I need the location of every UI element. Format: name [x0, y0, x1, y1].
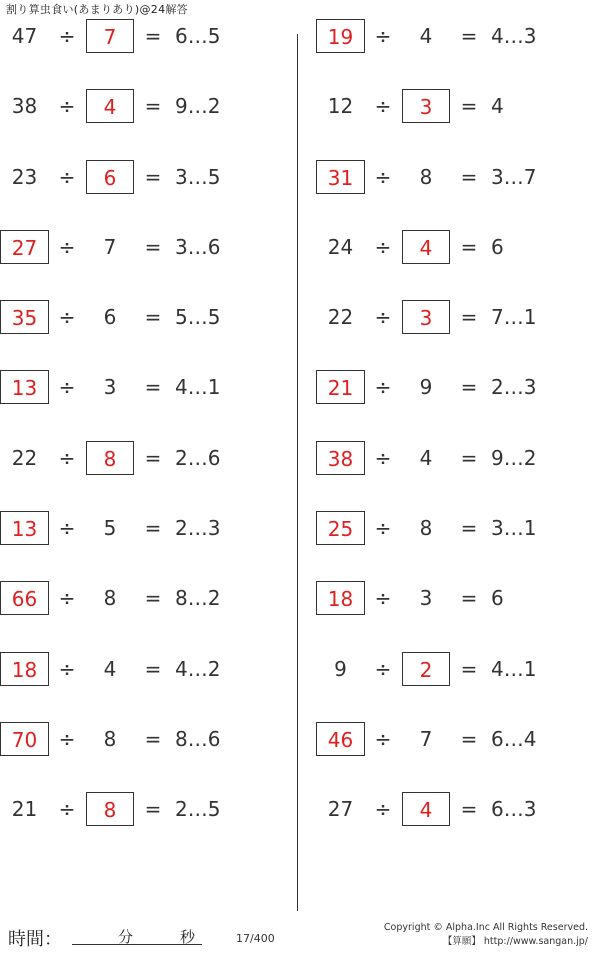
problem-row: [316, 792, 600, 862]
problem-row: [0, 230, 295, 300]
equals-sign: =: [144, 375, 162, 400]
dividend: 24: [327, 234, 354, 259]
quotient-remainder: 6: [491, 586, 504, 611]
divisor: 8: [103, 586, 117, 611]
divide-sign: ÷: [374, 234, 392, 259]
dividend-answer-box: 18: [316, 581, 365, 615]
divide-sign: ÷: [58, 24, 76, 48]
divide-sign: ÷: [374, 445, 392, 470]
problem-row: [316, 652, 600, 722]
dividend: 23: [11, 164, 38, 189]
equals-sign: =: [144, 234, 162, 259]
quotient-remainder: 8…6: [175, 726, 221, 751]
problem-row: [0, 19, 295, 89]
quotient-remainder: 6…4: [491, 726, 537, 751]
quotient-remainder: 9…2: [491, 445, 537, 470]
equals-sign: =: [460, 234, 478, 259]
divisor: 4: [419, 445, 433, 470]
dividend-answer-box: 35: [0, 300, 49, 334]
quotient-remainder: 2…5: [175, 797, 221, 822]
quotient-remainder: 4: [491, 94, 504, 119]
divide-sign: ÷: [58, 305, 76, 330]
divide-sign: ÷: [58, 516, 76, 541]
equals-sign: =: [460, 305, 478, 330]
dividend: 21: [11, 797, 38, 822]
quotient-remainder: 3…6: [175, 234, 221, 259]
divisor: 3: [103, 375, 117, 400]
quotient-remainder: 2…3: [175, 516, 221, 541]
divisor: 5: [103, 516, 117, 541]
dividend: 9: [334, 656, 347, 681]
left-problem-column: [0, 19, 295, 863]
divide-sign: ÷: [374, 516, 392, 541]
problem-row: [0, 581, 295, 651]
problem-row: [0, 89, 295, 159]
divide-sign: ÷: [58, 586, 76, 611]
divide-sign: ÷: [374, 375, 392, 400]
divisor: 4: [103, 656, 117, 681]
equals-sign: =: [144, 656, 162, 681]
problem-row: [316, 160, 600, 230]
copyright-notice: [384, 921, 588, 949]
quotient-remainder: 4…1: [175, 375, 221, 400]
problem-row: [0, 441, 295, 511]
problem-row: [316, 19, 600, 89]
divisor-answer-box: 4: [402, 230, 450, 264]
problem-row: [316, 230, 600, 300]
quotient-remainder: 2…6: [175, 445, 221, 470]
dividend-answer-box: 18: [0, 652, 49, 686]
divisor-answer-box: 8: [86, 441, 134, 475]
divide-sign: ÷: [58, 234, 76, 259]
problem-row: [316, 370, 600, 440]
dividend: 38: [11, 94, 38, 119]
page-number: 17/400: [236, 932, 275, 945]
minutes-label: 分: [118, 928, 134, 946]
dividend: 22: [11, 445, 38, 470]
divide-sign: ÷: [58, 726, 76, 751]
divide-sign: ÷: [374, 726, 392, 751]
equals-sign: =: [144, 586, 162, 611]
divisor: 7: [419, 726, 433, 751]
dividend: 27: [327, 797, 354, 822]
problem-row: [316, 581, 600, 651]
dividend-answer-box: 27: [0, 230, 49, 264]
quotient-remainder: 8…2: [175, 586, 221, 611]
divisor-answer-box: 3: [402, 300, 450, 334]
divisor: 8: [419, 164, 433, 189]
dividend-answer-box: 38: [316, 441, 365, 475]
quotient-remainder: 9…2: [175, 94, 221, 119]
time-label: 時間：: [8, 929, 62, 950]
dividend-answer-box: 31: [316, 160, 365, 194]
divisor-answer-box: 2: [402, 652, 450, 686]
problem-row: [316, 722, 600, 792]
dividend-answer-box: 66: [0, 581, 49, 615]
divide-sign: ÷: [58, 797, 76, 822]
equals-sign: =: [144, 24, 162, 48]
divisor: 3: [419, 586, 433, 611]
equals-sign: =: [144, 726, 162, 751]
divisor: 8: [419, 516, 433, 541]
problem-row: [316, 511, 600, 581]
divisor-answer-box: 3: [402, 89, 450, 123]
equals-sign: =: [144, 164, 162, 189]
equals-sign: =: [460, 656, 478, 681]
divisor: 4: [419, 24, 433, 48]
equals-sign: =: [460, 164, 478, 189]
equals-sign: =: [460, 375, 478, 400]
divide-sign: ÷: [58, 445, 76, 470]
divisor: 8: [103, 726, 117, 751]
divide-sign: ÷: [374, 797, 392, 822]
quotient-remainder: 2…3: [491, 375, 537, 400]
problem-row: [316, 89, 600, 159]
problem-row: [0, 511, 295, 581]
problem-row: [0, 722, 295, 792]
copyright-line: Copyright © Alpha.Inc All Rights Reserved.: [383, 922, 588, 933]
quotient-remainder: 6: [491, 234, 504, 259]
problem-row: [316, 300, 600, 370]
equals-sign: =: [144, 94, 162, 119]
quotient-remainder: 7…1: [491, 305, 537, 330]
divisor-answer-box: 4: [402, 792, 450, 826]
dividend: 22: [327, 305, 354, 330]
equals-sign: =: [144, 445, 162, 470]
divide-sign: ÷: [374, 305, 392, 330]
divisor-answer-box: 8: [86, 792, 134, 826]
quotient-remainder: 4…1: [491, 656, 537, 681]
equals-sign: =: [460, 586, 478, 611]
dividend-answer-box: 13: [0, 511, 49, 545]
divisor: 9: [419, 375, 433, 400]
dividend: 47: [11, 24, 38, 48]
right-problem-column: [316, 19, 600, 863]
equals-sign: =: [460, 726, 478, 751]
quotient-remainder: 6…5: [175, 24, 221, 48]
divisor-answer-box: 4: [86, 89, 134, 123]
quotient-remainder: 3…7: [491, 164, 537, 189]
divide-sign: ÷: [374, 164, 392, 189]
divisor-answer-box: 6: [86, 160, 134, 194]
seconds-label: 秒: [180, 928, 196, 946]
divide-sign: ÷: [374, 656, 392, 681]
equals-sign: =: [460, 24, 478, 48]
divide-sign: ÷: [58, 94, 76, 119]
equals-sign: =: [460, 797, 478, 822]
problem-row: [0, 160, 295, 230]
divide-sign: ÷: [58, 375, 76, 400]
column-divider: [297, 34, 298, 911]
divide-sign: ÷: [374, 586, 392, 611]
divisor-answer-box: 7: [86, 19, 134, 53]
dividend-answer-box: 46: [316, 722, 365, 756]
dividend-answer-box: 70: [0, 722, 49, 756]
quotient-remainder: 3…5: [175, 164, 221, 189]
dividend-answer-box: 13: [0, 370, 49, 404]
equals-sign: =: [144, 516, 162, 541]
equals-sign: =: [144, 305, 162, 330]
dividend-answer-box: 19: [316, 19, 365, 53]
problem-row: [0, 652, 295, 722]
divide-sign: ÷: [58, 164, 76, 189]
problem-row: [316, 441, 600, 511]
divide-sign: ÷: [374, 94, 392, 119]
equals-sign: =: [460, 516, 478, 541]
problem-row: [0, 792, 295, 862]
equals-sign: =: [460, 94, 478, 119]
quotient-remainder: 5…5: [175, 305, 221, 330]
worksheet-title: 割り算虫食い(あまりあり)@24解答: [6, 3, 188, 16]
quotient-remainder: 4…2: [175, 656, 221, 681]
divisor: 6: [103, 305, 117, 330]
equals-sign: =: [144, 797, 162, 822]
divisor: 7: [103, 234, 117, 259]
dividend-answer-box: 21: [316, 370, 365, 404]
dividend: 12: [327, 94, 354, 119]
problem-row: [0, 300, 295, 370]
site-url-line: 【算願】 http://www.sangan.jp/: [442, 936, 588, 947]
quotient-remainder: 4…3: [491, 24, 537, 48]
problem-row: [0, 370, 295, 440]
quotient-remainder: 6…3: [491, 797, 537, 822]
divide-sign: ÷: [374, 24, 392, 48]
quotient-remainder: 3…1: [491, 516, 537, 541]
divide-sign: ÷: [58, 656, 76, 681]
equals-sign: =: [460, 445, 478, 470]
dividend-answer-box: 25: [316, 511, 365, 545]
